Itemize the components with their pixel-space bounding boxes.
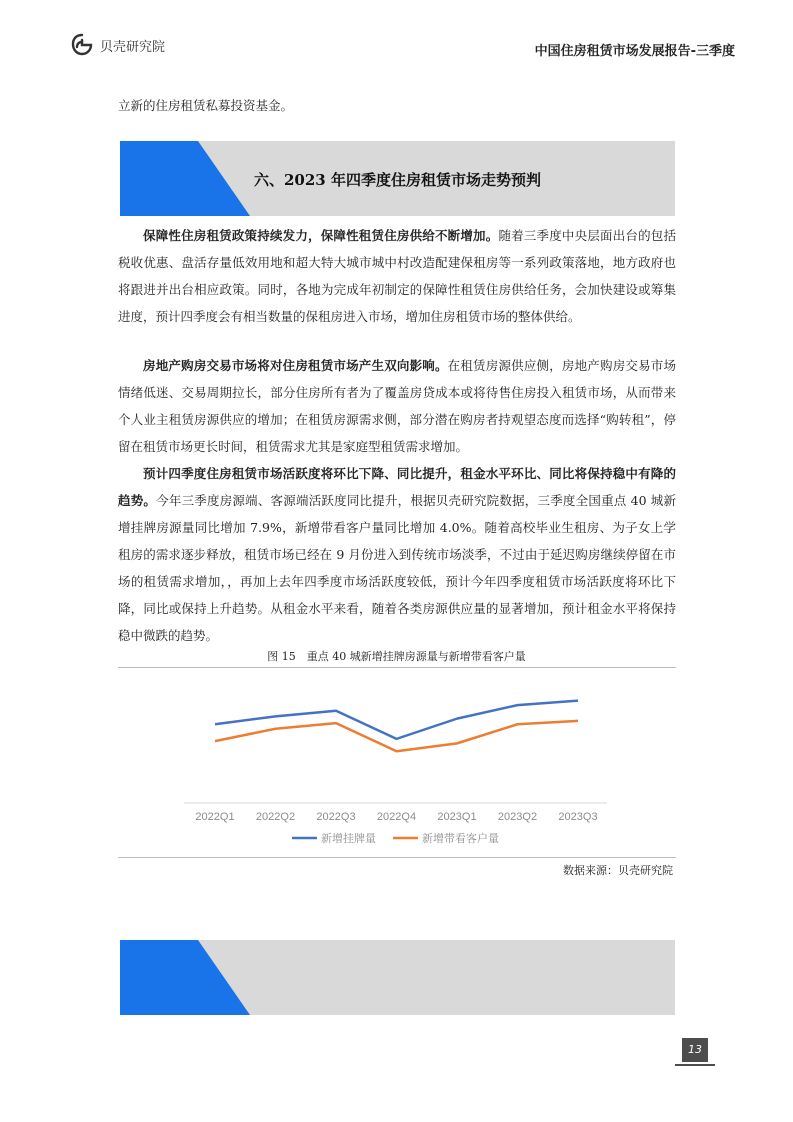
- section-title: 六、2023 年四季度住房租赁市场走势预判: [254, 171, 541, 189]
- x-tick-label: 2022Q3: [316, 811, 356, 823]
- paragraph-2: [118, 352, 676, 460]
- figure-caption: 图 15 重点 40 城新增挂牌房源量与新增带看客户量: [267, 650, 526, 663]
- report-title: 中国住房租赁市场发展报告-三季度: [534, 44, 735, 59]
- logo-text: 贝壳研究院: [100, 39, 166, 55]
- section-banner: [120, 141, 675, 216]
- x-tick-label: 2023Q1: [437, 811, 477, 823]
- logo: [70, 33, 165, 57]
- paragraph-1-lead: 保障性住房租赁政策持续发力，保障性租赁住房供给不断增加。: [143, 228, 499, 243]
- paragraph-3-body: 今年三季度房源端、客源端活跃度同比提升，根据贝壳研究院数据，三季度全国重点 40 城新增挂牌房源量同比增加 7.9%，新增带看客户量同比增加 4.0%。随着高校毕业生租房、为子女上学租房的需求逐步释放，租赁市场已经在 9 月份进入到传统市场淡季，不过由于延迟购房继续停留在市场的租赁需求增加，，再加上去年四季度市场活跃度较低，预计今年四季度租赁市场活跃度将环比下降，同比或保持上升趋势。从租金水平来看，随着各类房源供应量的显著增加，预计租金水平将保持稳中微跌的趋势。: [118, 493, 676, 643]
- bottom-banner: [120, 940, 675, 1015]
- intro-line: 立新的住房租赁私募投资基金。: [118, 98, 294, 113]
- series-line-1: [215, 701, 578, 739]
- beike-logo-icon: [70, 33, 94, 57]
- data-source: 数据来源：贝壳研究院: [563, 864, 673, 877]
- paragraph-2-body: 在租赁房源供应侧，房地产购房交易市场情绪低迷、交易周期拉长，部分住房所有者为了覆盖房贷成本或将待售住房投入租赁市场，从而带来个人业主租赁房源供应的增加；在租赁房源需求侧，部分潜在购房者持观望态度而选择“购转租”，停留在租赁市场更长时间，租赁需求尤其是家庭型租赁需求增加。: [118, 358, 676, 454]
- series-line-2: [215, 721, 578, 751]
- paragraph-1: [118, 222, 676, 330]
- line-chart: [0, 668, 793, 858]
- paragraph-3: [118, 460, 676, 649]
- legend-label-2: 新增带看客户量: [422, 832, 499, 845]
- x-tick-label: 2022Q4: [376, 811, 417, 823]
- x-tick-label: 2022Q2: [255, 811, 296, 823]
- x-tick-label: 2022Q1: [195, 811, 235, 823]
- paragraph-2-lead: 房地产购房交易市场将对住房租赁市场产生双向影响。: [143, 358, 448, 373]
- page-number-underline: [675, 1064, 715, 1066]
- x-tick-label: 2023Q2: [497, 811, 538, 823]
- figure-bottom-rule: [118, 857, 676, 858]
- paragraph-1-body: 随着三季度中央层面出台的包括税收优惠、盘活存量低效用地和超大特大城市城中村改造配建保租房等一系列政策落地，地方政府也将跟进并出台相应政策。同时，各地为完成年初制定的保障性租赁住房供给任务，会加快建设或筹集进度，预计四季度会有相当数量的保租房进入市场，增加住房租赁市场的整体供给。: [118, 228, 676, 324]
- bottom-banner-accent-shape: [120, 940, 675, 1015]
- legend-label-1: 新增挂牌量: [321, 832, 376, 845]
- x-tick-label: 2023Q3: [558, 811, 598, 823]
- page-number: 13: [682, 1038, 708, 1062]
- paragraph-3-lead: 预计四季度住房租赁市场活跃度将环比下降、同比提升，租金水平环比、同比将保持稳中有降的趋势。: [118, 466, 676, 508]
